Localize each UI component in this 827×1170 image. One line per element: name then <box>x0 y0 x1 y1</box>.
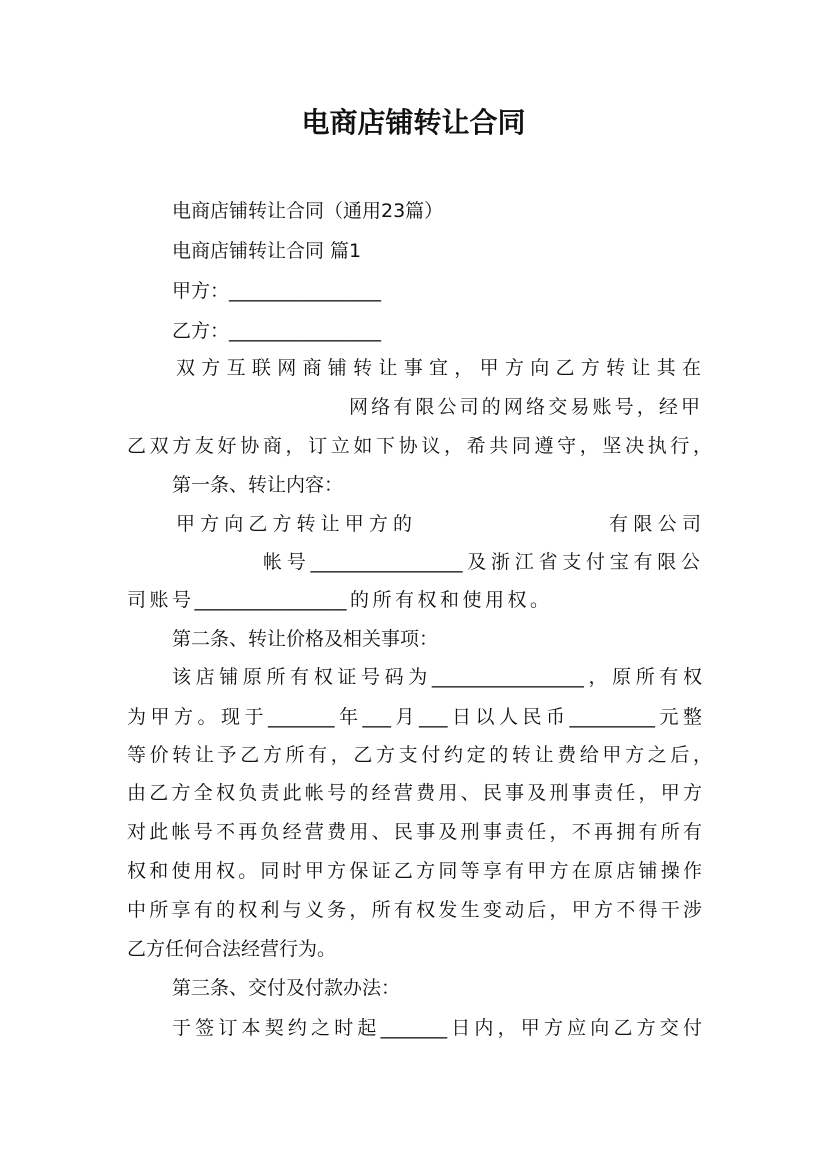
paragraph-line: 帐号________________及浙江省支付宝有限公 <box>263 551 700 573</box>
paragraph-line: 中所享有的权利与义务，所有权发生变动后，甲方不得干涉 <box>127 899 702 921</box>
paragraph-line: 权和使用权。同时甲方保证乙方同等享有甲方在原店铺操作 <box>127 860 702 882</box>
paragraph-line: 于签订本契约之时起_______日内，甲方应向乙方交付 <box>172 1017 702 1039</box>
paragraph-line: 甲方向乙方转让甲方的 <box>176 513 412 535</box>
paragraph-line: 由乙方全权负责此帐号的经营费用、民事及刑事责任，甲方 <box>127 782 702 804</box>
document-title: 电商店铺转让合同 <box>301 106 526 139</box>
paragraph-line: 有限公司 <box>609 513 701 535</box>
clause-heading: 第三条、交付及付款办法： <box>172 977 401 999</box>
document-subtitle: 电商店铺转让合同（通用23篇） <box>172 200 444 222</box>
party-a-line: 甲方：________________ <box>172 280 382 302</box>
paragraph-line: 网络有限公司的网络交易账号，经甲 <box>349 396 700 418</box>
paragraph-line: 双方互联网商铺转让事宜，甲方向乙方转让其在 <box>176 357 701 379</box>
paragraph-line: 司账号________________的所有权和使用权。 <box>127 589 549 611</box>
paragraph-line: 乙双方友好协商，订立如下协议，希共同遵守，坚决执行， <box>127 435 712 457</box>
paragraph-line: 等价转让予乙方所有，乙方支付约定的转让费给甲方之后， <box>127 744 712 766</box>
paragraph-line: 乙方任何合法经营行为。 <box>127 938 337 960</box>
clause-heading: 第一条、转让内容： <box>172 474 344 496</box>
section-heading: 电商店铺转让合同 篇1 <box>172 240 362 262</box>
clause-heading: 第二条、转让价格及相关事项： <box>172 628 439 650</box>
party-b-line: 乙方：________________ <box>172 320 382 342</box>
paragraph-line: 为甲方。现于_______年___月___日以人民币_________元整 <box>127 706 702 728</box>
paragraph-line: 对此帐号不再负经营费用、民事及刑事责任，不再拥有所有 <box>127 821 702 843</box>
paragraph-line: 该店铺原所有权证号码为________________，原所有权 <box>172 666 702 688</box>
